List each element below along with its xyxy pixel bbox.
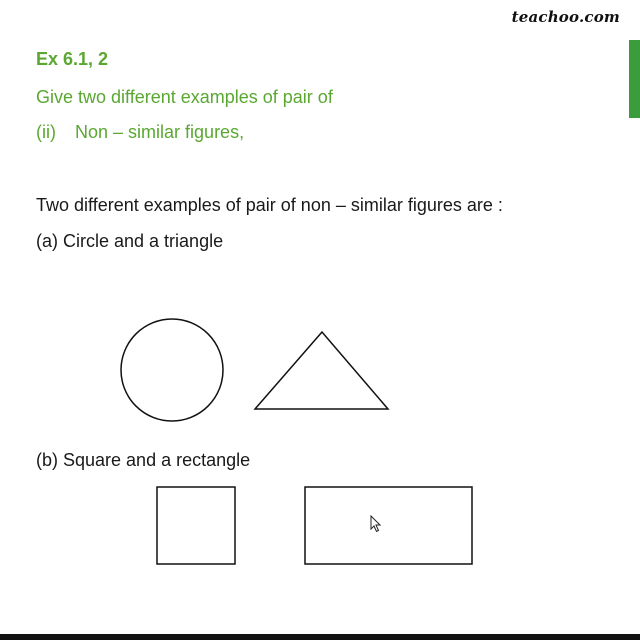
question-part xyxy=(36,121,244,143)
square-icon xyxy=(157,487,235,564)
logo: teachoo.com xyxy=(511,8,620,26)
frame-bottom-border xyxy=(0,634,640,640)
question-part-number: (ii) xyxy=(36,122,56,142)
circle-icon xyxy=(121,319,223,421)
question-heading: Ex 6.1, 2 xyxy=(36,49,109,69)
answer-example-b: (b) Square and a rectangle xyxy=(36,450,251,470)
question-part-text: Non – similar figures, xyxy=(75,122,245,142)
mouse-pointer-icon xyxy=(370,515,382,533)
rectangle-icon xyxy=(305,487,472,564)
scrollbar-thumb[interactable] xyxy=(629,40,640,118)
triangle-icon xyxy=(255,332,388,409)
answer-example-a: (a) Circle and a triangle xyxy=(36,231,224,251)
answer-intro: Two different examples of pair of non – similar figures are : xyxy=(36,195,503,215)
question-prompt: Give two different examples of pair of xyxy=(36,87,333,107)
